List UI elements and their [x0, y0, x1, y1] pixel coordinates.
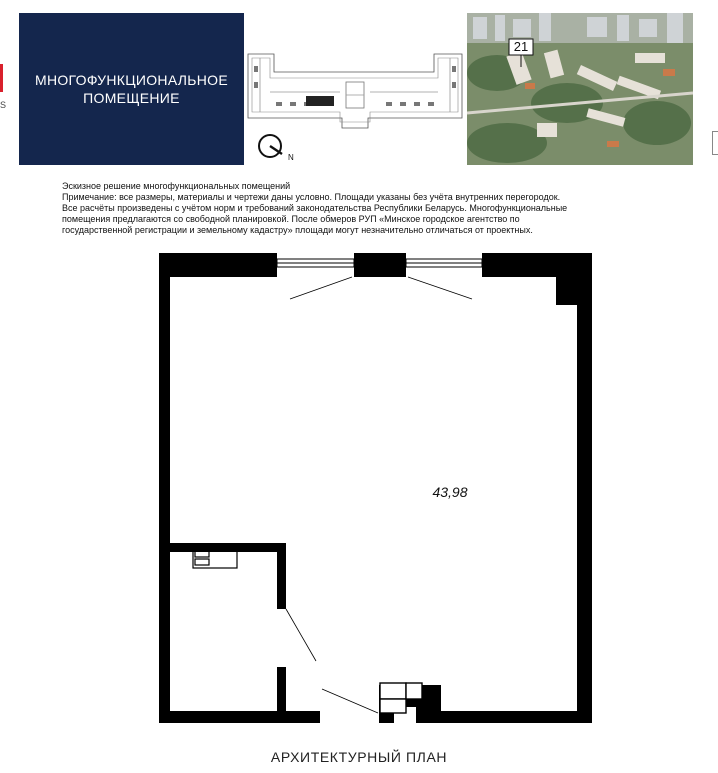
brand-edge-mark	[0, 64, 3, 92]
building-key-plan	[246, 52, 464, 130]
brand-edge-glyph: S	[0, 100, 7, 110]
compass-label: N	[288, 153, 294, 162]
area-label: 43,98	[432, 484, 468, 500]
title-card	[19, 13, 244, 165]
window-sashes	[290, 277, 472, 299]
notes-block	[62, 181, 672, 236]
notes-line: Все расчёты произведены с учётом норм и требований законодательства Республики Беларусь. Многофункциональные	[62, 203, 568, 213]
notes-heading: Эскизное решение многофункциональных помещений	[62, 181, 291, 191]
page-title: МНОГОФУНКЦИОНАЛЬНОЕ ПОМЕЩЕНИЕ	[35, 72, 228, 106]
notes-line: помещения предлагаются со свободной планировкой. После обмеров РУП «Минское городское агентство по	[62, 214, 520, 224]
page-edge-mark	[712, 131, 718, 155]
notes-line: Примечание: все размеры, материалы и чертежи даны условно. Площади указаны без учёта внутренних перегородок.	[62, 192, 561, 202]
floor-plan	[150, 245, 600, 740]
unit-highlight	[306, 96, 334, 106]
plan-walls	[159, 253, 592, 723]
notes-line: государственной регистрации и земельному кадастру» площади могут незначительно отличаться от проектных.	[62, 225, 533, 235]
north-compass-icon	[256, 130, 296, 164]
aerial-render-image	[467, 13, 693, 165]
building-number: 21	[513, 39, 529, 54]
plan-caption: АРХИТЕКТУРНЫЙ ПЛАН	[270, 749, 448, 765]
door-swings	[286, 609, 378, 713]
